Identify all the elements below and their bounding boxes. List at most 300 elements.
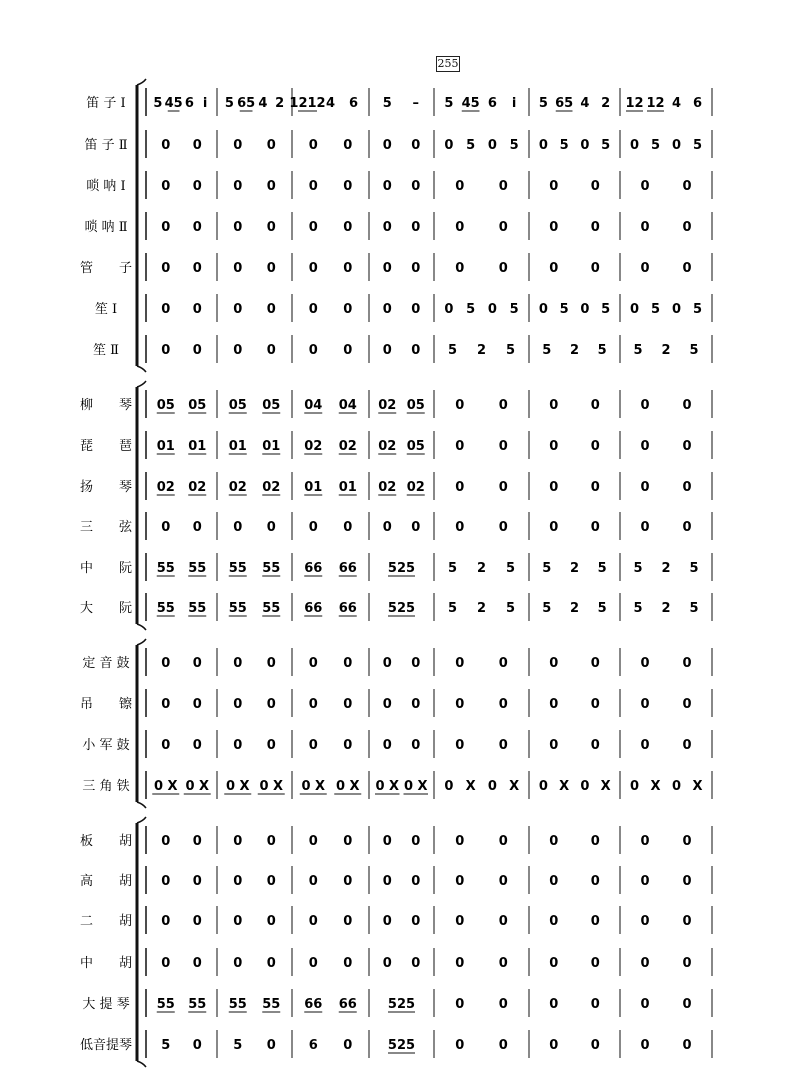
note-cell: 0 (192, 1038, 202, 1053)
note-cell: 0 (640, 914, 650, 929)
note-cell: 0 (266, 520, 276, 535)
note-cell: 0 (343, 220, 353, 235)
note-cell: 0 (161, 834, 171, 849)
bracket-hook-bottom (137, 366, 146, 372)
note-cell: 0 X (301, 779, 326, 794)
note-cell: 0 (343, 874, 353, 889)
note-cell: 0 (590, 520, 600, 535)
note-cell: 0 (411, 220, 421, 235)
note-cell: 0 (682, 520, 692, 535)
note-cell: 5 (505, 601, 516, 616)
note-cell: 0 (682, 997, 692, 1012)
note-cell: 0 (266, 956, 276, 971)
note-cell: 0 (549, 914, 559, 929)
note-cell: 0 (343, 1038, 353, 1053)
note-cell: 0 (308, 261, 318, 276)
note-cell: 0 (411, 520, 421, 535)
note-cell: 4 (258, 96, 268, 111)
note-cell: 0 (498, 1038, 508, 1053)
note-cell: 6 (348, 96, 359, 111)
note-cell: 0 (343, 138, 353, 153)
note-cell: 0 (590, 480, 600, 495)
note-cell: 2 (275, 96, 285, 111)
note-cell: 0 (382, 697, 392, 712)
note-cell: 0 (580, 302, 590, 317)
note-cell: 0 (590, 1038, 600, 1053)
note-cell: 05 (262, 398, 281, 413)
note-cell: 2 (569, 343, 580, 358)
note-cell: 0 (549, 697, 559, 712)
note-cell: 0 (682, 1038, 692, 1053)
note-cell: 0 (161, 302, 171, 317)
note-cell: 525 (387, 997, 416, 1012)
note-cell: 5 (509, 302, 519, 317)
note-cell: 0 (266, 834, 276, 849)
note-cell: 0 (161, 343, 171, 358)
note-cell: 55 (228, 561, 247, 576)
note-cell: 66 (304, 997, 323, 1012)
note-cell: 0 (382, 834, 392, 849)
note-cell: 0 (590, 261, 600, 276)
note-cell: 0 (161, 220, 171, 235)
note-cell: 0 (411, 914, 421, 929)
note-cell: 0 X (403, 779, 428, 794)
note-cell: 0 (343, 343, 353, 358)
note-cell: 66 (304, 561, 323, 576)
note-cell: 5 (444, 96, 454, 111)
note-cell: 0 (498, 914, 508, 929)
note-cell: 02 (378, 480, 397, 495)
note-cell: 0 (498, 738, 508, 753)
note-cell: 2 (476, 601, 487, 616)
note-cell: 0 (455, 956, 465, 971)
note-cell: 0 (308, 220, 318, 235)
note-cell: 0 (161, 874, 171, 889)
note-cell: 5 (633, 601, 643, 616)
note-cell: 55 (188, 997, 207, 1012)
note-cell: 5 (689, 601, 699, 616)
note-cell: 2 (661, 601, 671, 616)
note-cell: 0 (343, 738, 353, 753)
note-cell: 55 (228, 601, 247, 616)
note-cell: 5 (382, 96, 392, 111)
note-cell: 0 (549, 874, 559, 889)
note-cell: 0 (640, 738, 650, 753)
note-cell: X (692, 779, 703, 794)
note-cell: 0 (192, 179, 202, 194)
note-cell: 55 (156, 997, 175, 1012)
note-cell: 5 (633, 343, 643, 358)
note-cell: 0 (192, 261, 202, 276)
note-cell: X (559, 779, 570, 794)
note-cell: 0 (590, 997, 600, 1012)
note-cell: 525 (387, 1038, 416, 1053)
note-cell: 0 (161, 520, 171, 535)
note-cell: 0 (640, 179, 650, 194)
note-cell: 0 (444, 779, 454, 794)
note-cell: 0 (498, 220, 508, 235)
note-cell: 525 (387, 561, 416, 576)
note-cell: 0 (498, 656, 508, 671)
note-cell: 0 (266, 1038, 276, 1053)
note-cell: i (202, 96, 208, 111)
note-cell: 0 (266, 179, 276, 194)
note-cell: 0 (671, 138, 682, 153)
note-cell: 0 (266, 914, 276, 929)
note-cell: 5 (692, 138, 703, 153)
note-cell: 0 (233, 874, 243, 889)
note-cell: 2 (661, 343, 671, 358)
note-cell: 0 (590, 179, 600, 194)
note-cell: 0 (538, 779, 548, 794)
note-cell: 0 (640, 874, 650, 889)
note-cell: 0 (192, 914, 202, 929)
note-cell: 05 (228, 398, 247, 413)
page-number: 255 (437, 57, 459, 70)
note-cell: 0 (266, 697, 276, 712)
note-cell: 0 (455, 874, 465, 889)
note-cell: 5 (447, 601, 458, 616)
note-cell: 02 (156, 480, 175, 495)
note-cell: 0 (233, 343, 243, 358)
note-cell: 0 (455, 439, 465, 454)
note-cell: 0 (266, 343, 276, 358)
note-cell: 01 (188, 439, 207, 454)
note-cell: 0 X (153, 779, 178, 794)
note-cell: 0 (590, 738, 600, 753)
note-cell: 0 (549, 656, 559, 671)
note-cell: 0 (343, 697, 353, 712)
note-cell: 5 (601, 138, 611, 153)
note-cell: 0 (382, 138, 392, 153)
note-cell: 0 (682, 261, 692, 276)
note-cell: 0 (498, 261, 508, 276)
instrument-label: 唢 呐 Ⅱ (84, 220, 128, 235)
note-cell: 5 (559, 302, 569, 317)
note-cell: 0 (640, 997, 650, 1012)
note-cell: 0 (640, 956, 650, 971)
note-cell: 0 (590, 914, 600, 929)
note-cell: 0 X (375, 779, 400, 794)
note-cell: 0 (590, 439, 600, 454)
instrument-label: 柳 琴 (79, 398, 133, 413)
note-cell: 0 (455, 179, 465, 194)
bracket-hook-top (137, 817, 146, 823)
note-cell: 5 (601, 302, 611, 317)
note-cell: 5 (597, 601, 607, 616)
instrument-label: 唢 呐 Ⅰ (86, 179, 126, 194)
instrument-label: 扬 琴 (79, 480, 133, 495)
bracket-hook-top (137, 639, 146, 645)
note-cell: 0 (233, 520, 243, 535)
note-cell: 2 (661, 561, 671, 576)
note-cell: 5 (509, 138, 519, 153)
note-cell: 0 (498, 439, 508, 454)
note-cell: 0 (192, 874, 202, 889)
note-cell: 0 (233, 914, 243, 929)
note-cell: 05 (406, 398, 425, 413)
note-cell: 0 (382, 179, 392, 194)
note-cell: X (650, 779, 661, 794)
note-cell: 0 (549, 520, 559, 535)
instrument-label: 低音提琴 (79, 1038, 133, 1053)
note-cell: 6 (308, 1038, 318, 1053)
instrument-label: 大 提 琴 (82, 997, 130, 1012)
note-cell: X (509, 779, 520, 794)
note-cell: 0 (682, 220, 692, 235)
note-cell: 0 (682, 439, 692, 454)
bracket-hook-top (137, 381, 146, 387)
note-cell: 0 (682, 398, 692, 413)
note-cell: 01 (304, 480, 323, 495)
note-cell: 0 (640, 520, 650, 535)
note-cell: 66 (338, 997, 357, 1012)
note-cell: 0 (590, 834, 600, 849)
note-cell: 0 (192, 956, 202, 971)
note-cell: 0 (682, 656, 692, 671)
note-cell: 0 (455, 997, 465, 1012)
note-cell: 0 (640, 834, 650, 849)
note-cell: 5 (689, 561, 699, 576)
note-cell: 0 (455, 834, 465, 849)
note-cell: 5 (542, 343, 552, 358)
note-cell: 5 (597, 343, 607, 358)
note-cell: 4 (671, 96, 682, 111)
note-cell: 5 (161, 1038, 171, 1053)
note-cell: 0 (498, 697, 508, 712)
note-cell: 0 (266, 138, 276, 153)
note-cell: 0 (411, 697, 421, 712)
note-cell: 2 (476, 343, 487, 358)
note-cell: 0 (549, 997, 559, 1012)
note-cell: 0 (487, 138, 497, 153)
note-cell: 0 (498, 179, 508, 194)
note-cell: 0 (382, 302, 392, 317)
note-cell: 0 (538, 138, 548, 153)
note-cell: 0 (308, 138, 318, 153)
note-cell: 0 (411, 302, 421, 317)
note-cell: 0 (233, 302, 243, 317)
note-cell: 4 (580, 96, 590, 111)
note-cell: 0 (266, 738, 276, 753)
note-cell: 0 (455, 656, 465, 671)
note-cell: 0 (682, 834, 692, 849)
note-cell: 0 (629, 138, 640, 153)
note-cell: 0 (580, 138, 590, 153)
note-cell: 0 (382, 738, 392, 753)
note-cell: 0 (266, 261, 276, 276)
note-cell: 0 (549, 738, 559, 753)
instrument-label: 管 子 (79, 261, 133, 276)
note-cell: 0 (192, 656, 202, 671)
note-cell: 0 (498, 874, 508, 889)
note-cell: 02 (304, 439, 323, 454)
note-cell: 0 (308, 179, 318, 194)
note-cell: 0 (455, 520, 465, 535)
note-cell: 55 (156, 561, 175, 576)
note-cell: 0 (233, 261, 243, 276)
note-cell: 0 (411, 834, 421, 849)
note-cell: 0 (682, 956, 692, 971)
note-cell: 45 (461, 96, 480, 111)
instrument-label: 大 阮 (79, 601, 133, 616)
note-cell: 0 (640, 439, 650, 454)
bracket-hook-top (137, 79, 146, 85)
note-cell: 0 (629, 779, 640, 794)
note-cell: 02 (228, 480, 247, 495)
note-cell: 02 (262, 480, 281, 495)
note-cell: 5 (542, 561, 552, 576)
note-cell: 0 (308, 343, 318, 358)
note-cell: 0 (590, 220, 600, 235)
note-cell: 0 (192, 302, 202, 317)
note-cell: 0 (308, 914, 318, 929)
note-cell: 0 (308, 302, 318, 317)
note-cell: 0 (549, 834, 559, 849)
note-cell: 0 (343, 261, 353, 276)
note-cell: 65 (237, 96, 256, 111)
note-cell: 04 (304, 398, 323, 413)
note-cell: 0 (498, 997, 508, 1012)
note-cell: 0 (308, 738, 318, 753)
note-cell: 0 (682, 480, 692, 495)
note-cell: 0 (192, 697, 202, 712)
note-cell: 5 (597, 561, 607, 576)
note-cell: 0 (444, 138, 454, 153)
note-cell: i (511, 96, 517, 111)
instrument-label: 中 胡 (79, 956, 133, 971)
note-cell: 0 (192, 138, 202, 153)
note-cell: 0 (498, 398, 508, 413)
note-cell: 0 (343, 520, 353, 535)
note-cell: 6 (692, 96, 703, 111)
instrument-label: 板 胡 (79, 834, 133, 849)
note-cell: 02 (188, 480, 207, 495)
note-cell: 0 (233, 220, 243, 235)
instrument-label: 笛 子 Ⅱ (84, 138, 128, 153)
note-cell: 0 (266, 220, 276, 235)
note-cell: 0 (549, 439, 559, 454)
note-cell: 0 (343, 914, 353, 929)
note-cell: 0 (382, 261, 392, 276)
instrument-label: 高 胡 (79, 874, 133, 889)
note-cell: 0 (343, 179, 353, 194)
note-cell: 0 (382, 656, 392, 671)
note-cell: 0 (161, 738, 171, 753)
bracket-hook-bottom (137, 802, 146, 808)
instrument-label: 笛 子 Ⅰ (86, 96, 126, 111)
note-cell: 5 (542, 601, 552, 616)
note-cell: 0 (682, 697, 692, 712)
note-cell: 01 (338, 480, 357, 495)
note-cell: 0 (498, 520, 508, 535)
note-cell: 0 (192, 738, 202, 753)
note-cell: 0 (671, 779, 682, 794)
bracket-hook-bottom (137, 624, 146, 630)
note-cell: 0 (161, 956, 171, 971)
note-cell: 0 (343, 302, 353, 317)
note-cell: 0 (343, 656, 353, 671)
note-cell: 525 (387, 601, 416, 616)
note-cell: 0 (382, 914, 392, 929)
note-cell: 0 (343, 956, 353, 971)
note-cell: 0 (455, 697, 465, 712)
note-cell: 55 (262, 601, 281, 616)
note-cell: 0 (455, 914, 465, 929)
note-cell: 0 (455, 220, 465, 235)
instrument-label: 小 军 鼓 (82, 738, 130, 753)
note-cell: 0 (233, 656, 243, 671)
note-cell: 5 (447, 561, 458, 576)
note-cell: 0 (455, 261, 465, 276)
note-cell: 0 (549, 1038, 559, 1053)
note-cell: X (465, 779, 476, 794)
note-cell: 12 (646, 96, 665, 111)
note-cell: – (412, 96, 419, 111)
note-cell: 5 (505, 561, 516, 576)
note-cell: 6 (184, 96, 194, 111)
instrument-label: 定 音 鼓 (82, 656, 130, 671)
note-cell: 0 (233, 138, 243, 153)
note-cell: 5 (153, 96, 163, 111)
note-cell: 0 (411, 179, 421, 194)
note-cell: 0 (411, 138, 421, 153)
note-cell: 0 (549, 956, 559, 971)
note-cell: 0 (411, 261, 421, 276)
note-cell: 0 (308, 697, 318, 712)
note-cell: 0 (455, 398, 465, 413)
note-cell: 0 (538, 302, 548, 317)
note-cell: 0 (640, 1038, 650, 1053)
note-cell: 0 (233, 956, 243, 971)
note-cell: 55 (262, 997, 281, 1012)
note-cell: 0 (192, 343, 202, 358)
note-cell: 0 X (335, 779, 360, 794)
note-cell: 0 (382, 874, 392, 889)
note-cell: 5 (466, 138, 476, 153)
note-cell: 0 (549, 261, 559, 276)
note-cell: 0 (640, 220, 650, 235)
note-cell: X (600, 779, 611, 794)
note-cell: 0 (498, 480, 508, 495)
note-cell: 5 (559, 138, 569, 153)
note-cell: 0 (682, 874, 692, 889)
note-cell: 04 (338, 398, 357, 413)
note-cell: 0 (233, 697, 243, 712)
note-cell: 2 (601, 96, 611, 111)
note-cell: 55 (188, 561, 207, 576)
note-cell: 0 (640, 697, 650, 712)
note-cell: 0 X (259, 779, 284, 794)
note-cell: 0 (382, 343, 392, 358)
note-cell: 0 (411, 656, 421, 671)
note-cell: 0 (308, 656, 318, 671)
note-cell: 45 (164, 96, 183, 111)
note-cell: 65 (555, 96, 574, 111)
instrument-label: 三 弦 (79, 520, 133, 535)
note-cell: 0 (590, 656, 600, 671)
note-cell: 5 (233, 1038, 243, 1053)
note-cell: 55 (228, 997, 247, 1012)
note-cell: 02 (406, 480, 425, 495)
note-cell: 5 (692, 302, 703, 317)
note-cell: 0 (411, 956, 421, 971)
note-cell: 0 (671, 302, 682, 317)
note-cell: 55 (156, 601, 175, 616)
note-cell: 5 (224, 96, 234, 111)
note-cell: 0 (549, 179, 559, 194)
note-cell: 0 (382, 220, 392, 235)
